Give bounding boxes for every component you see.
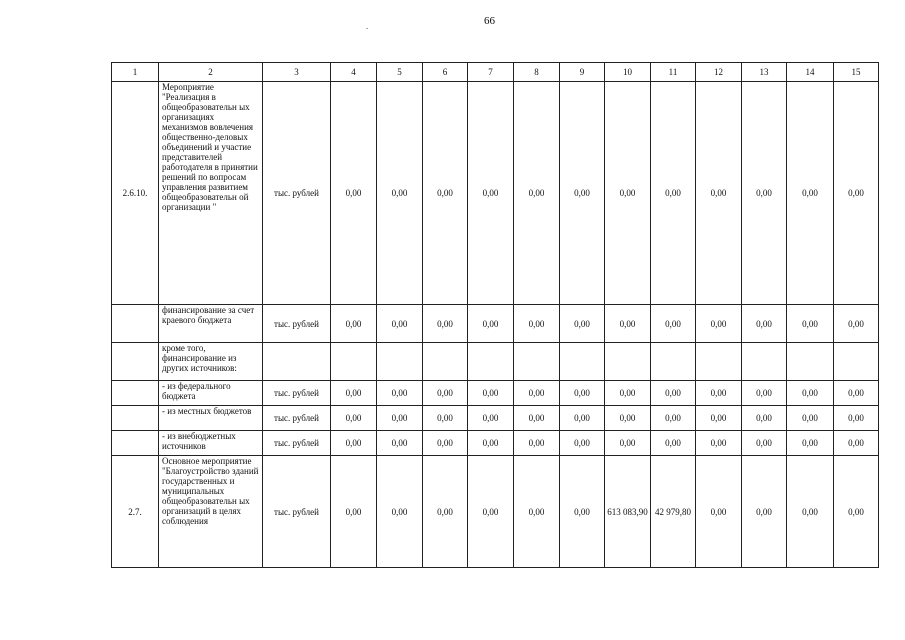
value-cell: 0,00 bbox=[560, 406, 605, 431]
table-row bbox=[112, 406, 879, 431]
row-name: Мероприятие "Реализация в общеобразовательн ых организациях механизмов вовлечения общественно-деловых объединений и участие представителей работодателя в принятии решений по вопросам управления развитием общеобразовательн ой организации " bbox=[159, 82, 263, 305]
row-number bbox=[112, 343, 159, 381]
row-number bbox=[112, 381, 159, 406]
value-cell: 0,00 bbox=[377, 381, 423, 406]
value-cell: 0,00 bbox=[787, 431, 834, 456]
value-cell: 0,00 bbox=[696, 406, 742, 431]
value-cell: 0,00 bbox=[468, 82, 514, 305]
value-cell: 0,00 bbox=[377, 431, 423, 456]
value-cell: 0,00 bbox=[605, 406, 651, 431]
value-cell: 0,00 bbox=[468, 456, 514, 568]
value-cell: 0,00 bbox=[514, 431, 560, 456]
value-cell: 0,00 bbox=[696, 431, 742, 456]
value-cell: 0,00 bbox=[742, 406, 787, 431]
value-cell: 0,00 bbox=[560, 82, 605, 305]
value-cell: 0,00 bbox=[651, 431, 696, 456]
row-number: 2.6.10. bbox=[112, 82, 159, 305]
column-header: 10 bbox=[605, 63, 651, 82]
row-unit: тыс. рублей bbox=[263, 431, 331, 456]
row-number bbox=[112, 406, 159, 431]
value-cell: 0,00 bbox=[696, 381, 742, 406]
column-header: 1 bbox=[112, 63, 159, 82]
table-row bbox=[112, 82, 879, 305]
row-name: - из местных бюджетов bbox=[159, 406, 263, 431]
value-cell: 0,00 bbox=[834, 456, 879, 568]
row-name: финансирование за счет краевого бюджета bbox=[159, 305, 263, 343]
value-cell: 0,00 bbox=[560, 431, 605, 456]
row-unit: тыс. рублей bbox=[263, 305, 331, 343]
value-cell: 0,00 bbox=[787, 305, 834, 343]
row-name: кроме того, финансирование из других источников: bbox=[159, 343, 263, 381]
value-cell: 0,00 bbox=[787, 381, 834, 406]
value-cell: 0,00 bbox=[834, 381, 879, 406]
row-name: - из внебюджетных источников bbox=[159, 431, 263, 456]
value-cell: 0,00 bbox=[742, 305, 787, 343]
table-row bbox=[112, 305, 879, 343]
value-cell: 0,00 bbox=[468, 305, 514, 343]
value-cell: 0,00 bbox=[331, 456, 377, 568]
value-cell: 0,00 bbox=[423, 381, 468, 406]
value-cell: 0,00 bbox=[560, 305, 605, 343]
value-cell: 0,00 bbox=[514, 381, 560, 406]
header-row bbox=[112, 63, 879, 82]
value-cell: 0,00 bbox=[423, 82, 468, 305]
value-cell: 0,00 bbox=[377, 456, 423, 568]
value-cell: 0,00 bbox=[651, 305, 696, 343]
value-cell: 0,00 bbox=[696, 82, 742, 305]
value-cell bbox=[834, 343, 879, 381]
column-header: 7 bbox=[468, 63, 514, 82]
value-cell: 0,00 bbox=[696, 456, 742, 568]
value-cell: 0,00 bbox=[834, 431, 879, 456]
value-cell: 0,00 bbox=[468, 406, 514, 431]
value-cell: 0,00 bbox=[605, 82, 651, 305]
value-cell: 0,00 bbox=[787, 82, 834, 305]
value-cell: 613 083,90 bbox=[605, 456, 651, 568]
value-cell: 0,00 bbox=[331, 381, 377, 406]
budget-table bbox=[111, 62, 879, 568]
value-cell: 0,00 bbox=[560, 381, 605, 406]
row-unit: тыс. рублей bbox=[263, 456, 331, 568]
value-cell: 0,00 bbox=[423, 431, 468, 456]
page-number: 66 bbox=[484, 15, 495, 27]
value-cell bbox=[696, 343, 742, 381]
value-cell: 0,00 bbox=[331, 406, 377, 431]
value-cell bbox=[331, 343, 377, 381]
value-cell: 0,00 bbox=[331, 431, 377, 456]
value-cell: 0,00 bbox=[468, 381, 514, 406]
value-cell bbox=[514, 343, 560, 381]
column-header: 3 bbox=[263, 63, 331, 82]
value-cell: 0,00 bbox=[651, 82, 696, 305]
value-cell: 0,00 bbox=[742, 82, 787, 305]
column-header: 14 bbox=[787, 63, 834, 82]
value-cell: 0,00 bbox=[742, 456, 787, 568]
value-cell: 0,00 bbox=[651, 381, 696, 406]
row-number: 2.7. bbox=[112, 456, 159, 568]
value-cell: 42 979,80 bbox=[651, 456, 696, 568]
value-cell bbox=[605, 343, 651, 381]
value-cell: 0,00 bbox=[423, 406, 468, 431]
value-cell: 0,00 bbox=[331, 82, 377, 305]
column-header: 5 bbox=[377, 63, 423, 82]
column-header: 2 bbox=[159, 63, 263, 82]
table-row bbox=[112, 456, 879, 568]
value-cell: 0,00 bbox=[834, 305, 879, 343]
value-cell: 0,00 bbox=[514, 305, 560, 343]
value-cell: 0,00 bbox=[514, 82, 560, 305]
value-cell: 0,00 bbox=[468, 431, 514, 456]
table-row bbox=[112, 431, 879, 456]
value-cell: 0,00 bbox=[605, 305, 651, 343]
value-cell: 0,00 bbox=[787, 406, 834, 431]
value-cell bbox=[651, 343, 696, 381]
value-cell: 0,00 bbox=[605, 431, 651, 456]
value-cell: 0,00 bbox=[423, 305, 468, 343]
column-header: 15 bbox=[834, 63, 879, 82]
column-header: 6 bbox=[423, 63, 468, 82]
value-cell: 0,00 bbox=[377, 406, 423, 431]
scan-mark: . bbox=[366, 22, 368, 31]
value-cell: 0,00 bbox=[331, 305, 377, 343]
value-cell bbox=[468, 343, 514, 381]
column-header: 9 bbox=[560, 63, 605, 82]
value-cell bbox=[560, 343, 605, 381]
row-unit: тыс. рублей bbox=[263, 381, 331, 406]
value-cell: 0,00 bbox=[377, 305, 423, 343]
table-row bbox=[112, 381, 879, 406]
row-unit: тыс. рублей bbox=[263, 406, 331, 431]
column-header: 13 bbox=[742, 63, 787, 82]
value-cell: 0,00 bbox=[742, 381, 787, 406]
table-row bbox=[112, 343, 879, 381]
value-cell: 0,00 bbox=[742, 431, 787, 456]
value-cell: 0,00 bbox=[834, 82, 879, 305]
value-cell bbox=[423, 343, 468, 381]
row-name: Основное мероприятие "Благоустройство зданий государственных и муниципальных общеобразовательн ых организаций в целях соблюдения bbox=[159, 456, 263, 568]
value-cell bbox=[787, 343, 834, 381]
value-cell: 0,00 bbox=[787, 456, 834, 568]
value-cell: 0,00 bbox=[605, 381, 651, 406]
value-cell: 0,00 bbox=[514, 456, 560, 568]
row-name: - из федерального бюджета bbox=[159, 381, 263, 406]
row-number bbox=[112, 431, 159, 456]
value-cell bbox=[742, 343, 787, 381]
column-header: 11 bbox=[651, 63, 696, 82]
value-cell: 0,00 bbox=[834, 406, 879, 431]
value-cell: 0,00 bbox=[651, 406, 696, 431]
value-cell: 0,00 bbox=[377, 82, 423, 305]
row-unit: тыс. рублей bbox=[263, 82, 331, 305]
value-cell: 0,00 bbox=[560, 456, 605, 568]
value-cell: 0,00 bbox=[514, 406, 560, 431]
value-cell: 0,00 bbox=[696, 305, 742, 343]
row-number bbox=[112, 305, 159, 343]
column-header: 8 bbox=[514, 63, 560, 82]
value-cell: 0,00 bbox=[423, 456, 468, 568]
value-cell bbox=[377, 343, 423, 381]
column-header: 4 bbox=[331, 63, 377, 82]
column-header: 12 bbox=[696, 63, 742, 82]
row-unit bbox=[263, 343, 331, 381]
